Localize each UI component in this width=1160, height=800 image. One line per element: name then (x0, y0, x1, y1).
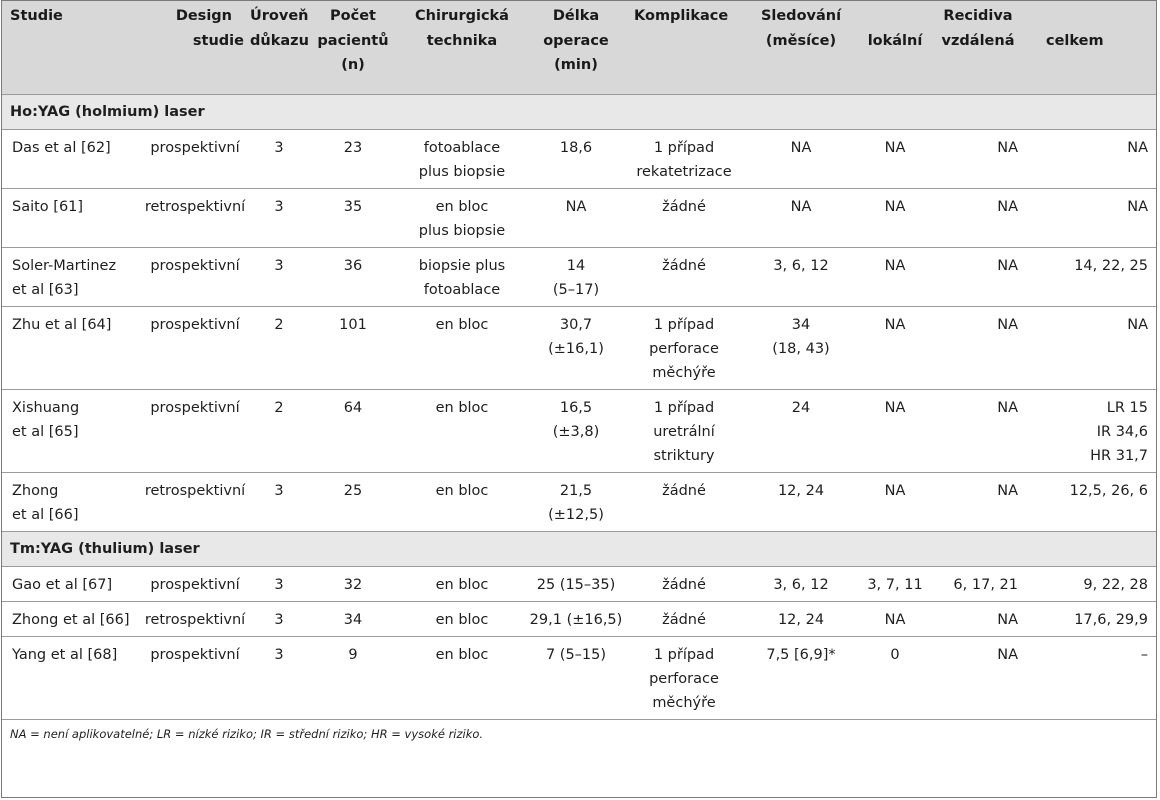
cell-delka (526, 247, 626, 306)
cell-studie-line: Saito [61] (12, 198, 84, 215)
cell-sledovani (742, 389, 860, 472)
cell-technika-line: plus biopsie (418, 222, 506, 239)
cell-komplikace-line: 1 případ (653, 646, 715, 663)
cell-technika (398, 247, 526, 306)
cell-uroven (250, 636, 308, 719)
table-row (2, 566, 1156, 601)
cell-sledovani (742, 188, 860, 247)
cell-celkem-line: LR 15 (1106, 399, 1148, 416)
header-komplikace: Komplikace (634, 8, 729, 24)
cell-celkem (1026, 601, 1156, 636)
cell-komplikace (626, 129, 742, 188)
table-body (2, 94, 1156, 719)
cell-sledovani-line: 3, 6, 12 (773, 257, 829, 274)
cell-komplikace (626, 566, 742, 601)
cell-technika-line: en bloc (435, 198, 489, 215)
cell-pocet (308, 306, 398, 389)
cell-celkem-line: IR 34,6 (1096, 423, 1148, 440)
cell-komplikace-line: perforace (649, 340, 719, 357)
cell-lokalni-value: NA (884, 139, 906, 156)
cell-vzdalena-value: NA (997, 399, 1018, 416)
cell-studie (2, 636, 140, 719)
table-row (2, 188, 1156, 247)
cell-celkem-line: NA (1127, 198, 1148, 215)
table-row (2, 247, 1156, 306)
cell-studie (2, 389, 140, 472)
cell-delka (526, 389, 626, 472)
cell-lokalni (860, 306, 930, 389)
cell-studie-line: Yang et al [68] (12, 646, 118, 663)
cell-vzdalena-value: NA (997, 257, 1018, 274)
cell-lokalni-value: 3, 7, 11 (867, 576, 923, 593)
cell-celkem-line: NA (1127, 139, 1148, 156)
cell-design (140, 472, 250, 531)
cell-design (140, 188, 250, 247)
table-row (2, 472, 1156, 531)
cell-delka-line: NA (565, 198, 587, 215)
cell-design-value: prospektivní (150, 576, 240, 593)
cell-technika-line: fotoablace (423, 281, 501, 298)
cell-studie-line: Das et al [62] (12, 139, 111, 156)
cell-vzdalena (930, 129, 1026, 188)
cell-uroven-value: 3 (274, 611, 284, 628)
cell-design-value: prospektivní (150, 646, 240, 663)
cell-studie (2, 472, 140, 531)
section-header-row (2, 531, 1156, 566)
cell-lokalni-value: NA (884, 399, 906, 416)
cell-studie-line: et al [65] (12, 423, 79, 440)
cell-pocet-value: 25 (343, 482, 363, 499)
cell-lokalni-value: NA (884, 482, 906, 499)
cell-vzdalena-value: NA (997, 482, 1018, 499)
footnote: NA = není aplikovatelné; LR = nízké riziko; IR = střední riziko; HR = vysoké riziko. (10, 726, 484, 741)
cell-studie (2, 188, 140, 247)
cell-design (140, 306, 250, 389)
header-studie: Studie (10, 8, 63, 24)
cell-vzdalena (930, 188, 1026, 247)
cell-komplikace-line: 1 případ (653, 399, 715, 416)
cell-komplikace-line: žádné (662, 482, 706, 499)
cell-lokalni (860, 566, 930, 601)
cell-pocet (308, 472, 398, 531)
cell-celkem-line: HR 31,7 (1090, 447, 1148, 464)
cell-sledovani (742, 306, 860, 389)
cell-technika-line: en bloc (435, 399, 489, 416)
cell-technika-line: en bloc (435, 576, 489, 593)
cell-studie (2, 247, 140, 306)
cell-delka-line: (±12,5) (548, 506, 604, 523)
cell-uroven (250, 566, 308, 601)
cell-pocet-value: 35 (343, 198, 363, 215)
cell-delka (526, 129, 626, 188)
cell-komplikace (626, 188, 742, 247)
header-pocet: Počet pacientů (n) (317, 8, 389, 73)
cell-studie-line: et al [63] (12, 281, 79, 298)
cell-sledovani (742, 566, 860, 601)
header-technika: Chirurgická technika (415, 8, 509, 49)
cell-uroven (250, 306, 308, 389)
cell-design-value: prospektivní (150, 399, 240, 416)
cell-uroven-value: 3 (274, 198, 284, 215)
cell-lokalni-value: NA (884, 257, 906, 274)
cell-studie (2, 601, 140, 636)
cell-pocet-value: 23 (343, 139, 363, 156)
cell-delka (526, 601, 626, 636)
cell-delka-line: 21,5 (559, 482, 593, 499)
cell-vzdalena (930, 636, 1026, 719)
cell-vzdalena (930, 566, 1026, 601)
cell-komplikace-line: žádné (662, 576, 706, 593)
cell-technika (398, 472, 526, 531)
cell-pocet-value: 9 (348, 646, 358, 663)
table-row (2, 306, 1156, 389)
cell-komplikace-line: měchýře (652, 364, 716, 381)
cell-lokalni (860, 389, 930, 472)
cell-celkem (1026, 306, 1156, 389)
cell-komplikace-line: měchýře (652, 694, 716, 711)
cell-vzdalena-value: NA (997, 611, 1018, 628)
cell-vzdalena-value: NA (997, 316, 1018, 333)
cell-delka-line: 25 (15–35) (536, 576, 616, 593)
cell-delka (526, 566, 626, 601)
cell-technika (398, 566, 526, 601)
cell-komplikace-line: žádné (662, 611, 706, 628)
cell-lokalni (860, 636, 930, 719)
cell-studie-line: Xishuang (12, 399, 80, 416)
cell-design (140, 636, 250, 719)
cell-celkem (1026, 188, 1156, 247)
cell-studie-line: Zhong et al [66] (12, 611, 130, 628)
cell-sledovani-line: 12, 24 (777, 482, 825, 499)
cell-sledovani-line: 3, 6, 12 (773, 576, 829, 593)
cell-technika-line: en bloc (435, 611, 489, 628)
study-table-frame (1, 0, 1157, 798)
cell-vzdalena-value: NA (997, 646, 1018, 663)
cell-technika (398, 389, 526, 472)
cell-sledovani-line: 24 (791, 399, 811, 416)
cell-vzdalena-value: NA (997, 139, 1018, 156)
cell-technika-line: biopsie plus (418, 257, 506, 274)
section-title: Tm:YAG (thulium) laser (2, 531, 1156, 566)
cell-pocet-value: 32 (343, 576, 363, 593)
cell-uroven (250, 188, 308, 247)
cell-celkem-line: NA (1127, 316, 1148, 333)
cell-vzdalena-value: 6, 17, 21 (953, 576, 1018, 593)
header-vzdalena: Recidiva vzdálená (941, 8, 1015, 49)
cell-sledovani (742, 636, 860, 719)
cell-lokalni (860, 472, 930, 531)
cell-sledovani-line: 34 (791, 316, 811, 333)
table-row (2, 636, 1156, 719)
cell-technika-line: en bloc (435, 482, 489, 499)
cell-celkem (1026, 129, 1156, 188)
cell-delka-line: 29,1 (±16,5) (529, 611, 623, 628)
cell-vzdalena (930, 389, 1026, 472)
cell-komplikace-line: rekatetrizace (636, 163, 732, 180)
cell-uroven (250, 601, 308, 636)
cell-design (140, 247, 250, 306)
cell-komplikace (626, 601, 742, 636)
cell-komplikace-line: 1 případ (653, 139, 715, 156)
cell-vzdalena (930, 601, 1026, 636)
cell-celkem (1026, 566, 1156, 601)
cell-technika (398, 306, 526, 389)
cell-lokalni-value: NA (884, 198, 906, 215)
cell-vzdalena (930, 247, 1026, 306)
cell-sledovani (742, 472, 860, 531)
cell-pocet (308, 188, 398, 247)
cell-lokalni (860, 601, 930, 636)
cell-design-value: prospektivní (150, 257, 240, 274)
cell-delka-line: 16,5 (559, 399, 593, 416)
cell-celkem (1026, 636, 1156, 719)
cell-komplikace-line: perforace (649, 670, 719, 687)
cell-delka (526, 472, 626, 531)
cell-design-value: retrospektivní (144, 198, 246, 215)
cell-vzdalena-value: NA (997, 198, 1018, 215)
cell-technika (398, 601, 526, 636)
cell-studie (2, 566, 140, 601)
cell-technika (398, 188, 526, 247)
cell-celkem-line: 12,5, 26, 6 (1069, 482, 1148, 499)
cell-lokalni-value: NA (884, 611, 906, 628)
cell-pocet-value: 101 (339, 316, 367, 333)
cell-studie-line: Zhong (12, 482, 59, 499)
cell-sledovani-line: 7,5 [6,9]* (766, 646, 836, 663)
header-delka: Délka operace (min) (543, 8, 609, 73)
cell-technika (398, 636, 526, 719)
table-row (2, 601, 1156, 636)
cell-pocet (308, 247, 398, 306)
cell-studie (2, 306, 140, 389)
cell-vzdalena (930, 472, 1026, 531)
cell-lokalni-value: 0 (890, 646, 900, 663)
cell-lokalni (860, 129, 930, 188)
cell-delka-line: (±16,1) (548, 340, 604, 357)
cell-design-value: prospektivní (150, 316, 240, 333)
header-design: Design studie (175, 8, 244, 49)
cell-studie-line: Gao et al [67] (12, 576, 113, 593)
header-uroven: Úroveň důkazu (250, 8, 309, 49)
table-row (2, 389, 1156, 472)
cell-celkem-line: 9, 22, 28 (1083, 576, 1148, 593)
cell-pocet (308, 636, 398, 719)
cell-design-value: retrospektivní (144, 482, 246, 499)
cell-delka-line: 14 (566, 257, 586, 274)
cell-uroven-value: 3 (274, 646, 284, 663)
cell-sledovani-line: (18, 43) (772, 340, 830, 357)
cell-technika-line: en bloc (435, 646, 489, 663)
cell-pocet-value: 64 (343, 399, 363, 416)
cell-sledovani (742, 129, 860, 188)
cell-lokalni (860, 247, 930, 306)
cell-uroven (250, 472, 308, 531)
section-title: Ho:YAG (holmium) laser (2, 94, 1156, 129)
cell-uroven-value: 2 (274, 399, 284, 416)
cell-sledovani (742, 601, 860, 636)
header-celkem: celkem (1046, 32, 1104, 49)
cell-celkem-line: – (1140, 646, 1148, 663)
cell-uroven-value: 3 (274, 576, 284, 593)
cell-design-value: retrospektivní (144, 611, 246, 628)
cell-celkem (1026, 247, 1156, 306)
cell-studie (2, 129, 140, 188)
cell-uroven-value: 3 (274, 482, 284, 499)
cell-technika-line: plus biopsie (418, 163, 506, 180)
cell-studie-line: Soler-Martinez (12, 257, 117, 274)
header-lokalni: lokální (867, 32, 923, 49)
cell-komplikace (626, 636, 742, 719)
cell-pocet-value: 34 (343, 611, 363, 628)
cell-lokalni-value: NA (884, 316, 906, 333)
cell-komplikace-line: žádné (662, 257, 706, 274)
cell-pocet (308, 566, 398, 601)
cell-sledovani-line: 12, 24 (777, 611, 825, 628)
cell-delka (526, 306, 626, 389)
cell-technika-line: fotoablace (423, 139, 501, 156)
cell-studie-line: Zhu et al [64] (12, 316, 112, 333)
cell-design (140, 389, 250, 472)
cell-design (140, 601, 250, 636)
cell-celkem-line: 14, 22, 25 (1074, 257, 1148, 274)
cell-uroven (250, 389, 308, 472)
footnote-row (2, 719, 1156, 749)
cell-sledovani (742, 247, 860, 306)
cell-lokalni (860, 188, 930, 247)
cell-celkem-line: 17,6, 29,9 (1074, 611, 1148, 628)
table-header-row (2, 1, 1156, 94)
study-table (2, 1, 1156, 749)
cell-pocet (308, 129, 398, 188)
cell-uroven-value: 3 (274, 257, 284, 274)
cell-komplikace-line: žádné (662, 198, 706, 215)
table-row (2, 129, 1156, 188)
cell-delka-line: (5–17) (552, 281, 600, 298)
header-sledovani: Sledování (měsíce) (760, 8, 842, 49)
cell-celkem (1026, 389, 1156, 472)
cell-uroven (250, 129, 308, 188)
cell-komplikace-line: striktury (653, 447, 715, 464)
cell-technika (398, 129, 526, 188)
cell-komplikace (626, 247, 742, 306)
cell-komplikace (626, 306, 742, 389)
cell-sledovani-line: NA (790, 198, 812, 215)
cell-delka-line: 18,6 (559, 139, 593, 156)
cell-komplikace-line: 1 případ (653, 316, 715, 333)
cell-delka-line: (±3,8) (552, 423, 600, 440)
cell-sledovani-line: NA (790, 139, 812, 156)
cell-pocet (308, 389, 398, 472)
cell-komplikace-line: uretrální (653, 423, 715, 440)
cell-komplikace (626, 389, 742, 472)
cell-pocet-value: 36 (343, 257, 363, 274)
cell-delka-line: 30,7 (559, 316, 593, 333)
cell-design-value: prospektivní (150, 139, 240, 156)
cell-celkem (1026, 472, 1156, 531)
cell-delka-line: 7 (5–15) (545, 646, 607, 663)
section-header-row (2, 94, 1156, 129)
cell-studie-line: et al [66] (12, 506, 79, 523)
cell-design (140, 129, 250, 188)
cell-uroven (250, 247, 308, 306)
cell-technika-line: en bloc (435, 316, 489, 333)
cell-komplikace (626, 472, 742, 531)
cell-delka (526, 636, 626, 719)
cell-design (140, 566, 250, 601)
cell-vzdalena (930, 306, 1026, 389)
cell-delka (526, 188, 626, 247)
cell-pocet (308, 601, 398, 636)
cell-uroven-value: 3 (274, 139, 284, 156)
cell-uroven-value: 2 (274, 316, 284, 333)
